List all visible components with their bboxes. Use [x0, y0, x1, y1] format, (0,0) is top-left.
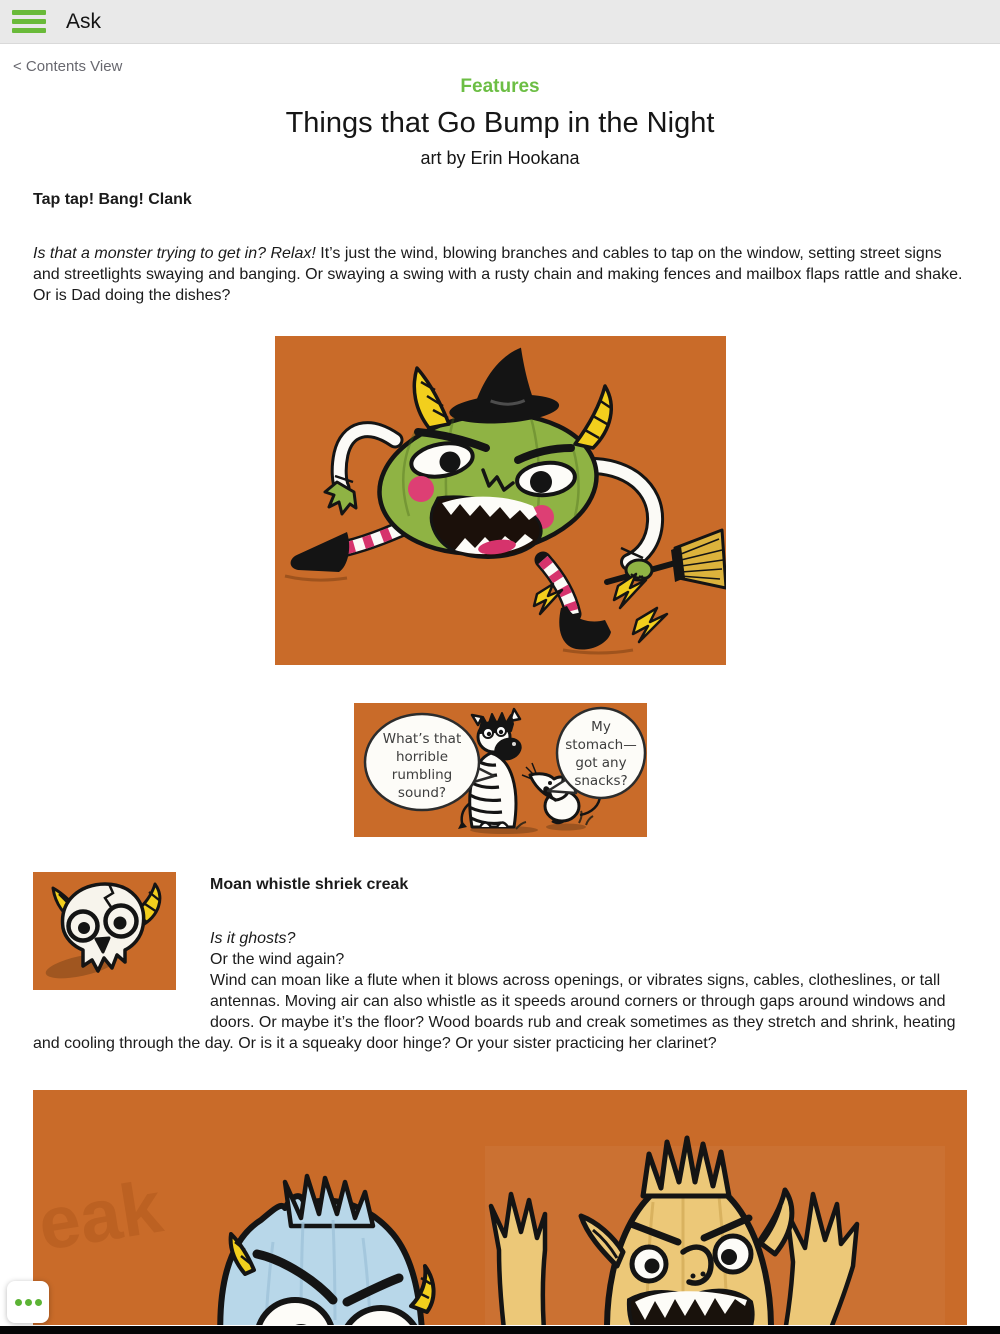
witch-monster-art: [275, 336, 726, 665]
section2-heading: Moan whistle shriek creak: [210, 876, 409, 893]
section-label: Features: [460, 76, 540, 97]
skull-art: [33, 872, 176, 990]
zebra-mouse-illustration: [354, 703, 647, 837]
page-title: Things that Go Bump in the Night: [285, 107, 715, 139]
app-title: Ask: [66, 9, 102, 33]
topbar: [0, 0, 1000, 44]
article-body: [0, 189, 1000, 1325]
more-options-button[interactable]: [7, 1281, 49, 1323]
section2-line1-italic: Is it ghosts?: [210, 930, 296, 947]
section2-line2: Or the wind again?: [210, 951, 345, 968]
speech-bubble-left-text: What’s that horrible rumbling sound?: [382, 731, 461, 801]
section1-paragraph: [33, 243, 967, 306]
bottom-bar: [0, 1326, 1000, 1334]
witch-monster-illustration: [275, 336, 726, 665]
skull-illustration: [33, 872, 176, 990]
watermark-text: eak: [33, 1164, 168, 1266]
section2-body: Wind can moan like a flute when it blows across openings, or vibrates signs, cables, clotheslines, or tall antennas. Moving air can also whistle as it speeds around corners or through gaps around windows and doors. Or maybe it’s the floor? Wood boards rub and creak sometimes as they stretch and shrink, heating and cooling through the day. Or is it a squeaky door hinge? Or your sister practicing her clarinet?: [33, 972, 956, 1052]
speech-bubble-right-text: My stomach— got any snacks?: [564, 719, 637, 789]
monsters-illustration: [33, 1090, 967, 1325]
ellipsis-icon: [15, 1299, 42, 1306]
section1-lead-rest: It’s just the wind, blowing branches and cables to tap on the window, setting street signs and streetlights swaying and banging. Or swaying a swing with a rusty chain and making fences and mailbox flaps rattle and shake. Or is Dad doing the dishes?: [33, 245, 963, 304]
hamburger-menu-icon[interactable]: [12, 10, 46, 33]
contents-view-link[interactable]: < Contents View: [13, 58, 123, 75]
section1-lead-italic: Is that a monster trying to get in? Relax!: [33, 245, 316, 262]
section1-heading: Tap tap! Bang! Clank: [33, 191, 192, 208]
monsters-art: [33, 1090, 967, 1325]
byline: art by Erin Hookana: [420, 148, 580, 168]
zebra-mouse-art: [354, 703, 647, 837]
